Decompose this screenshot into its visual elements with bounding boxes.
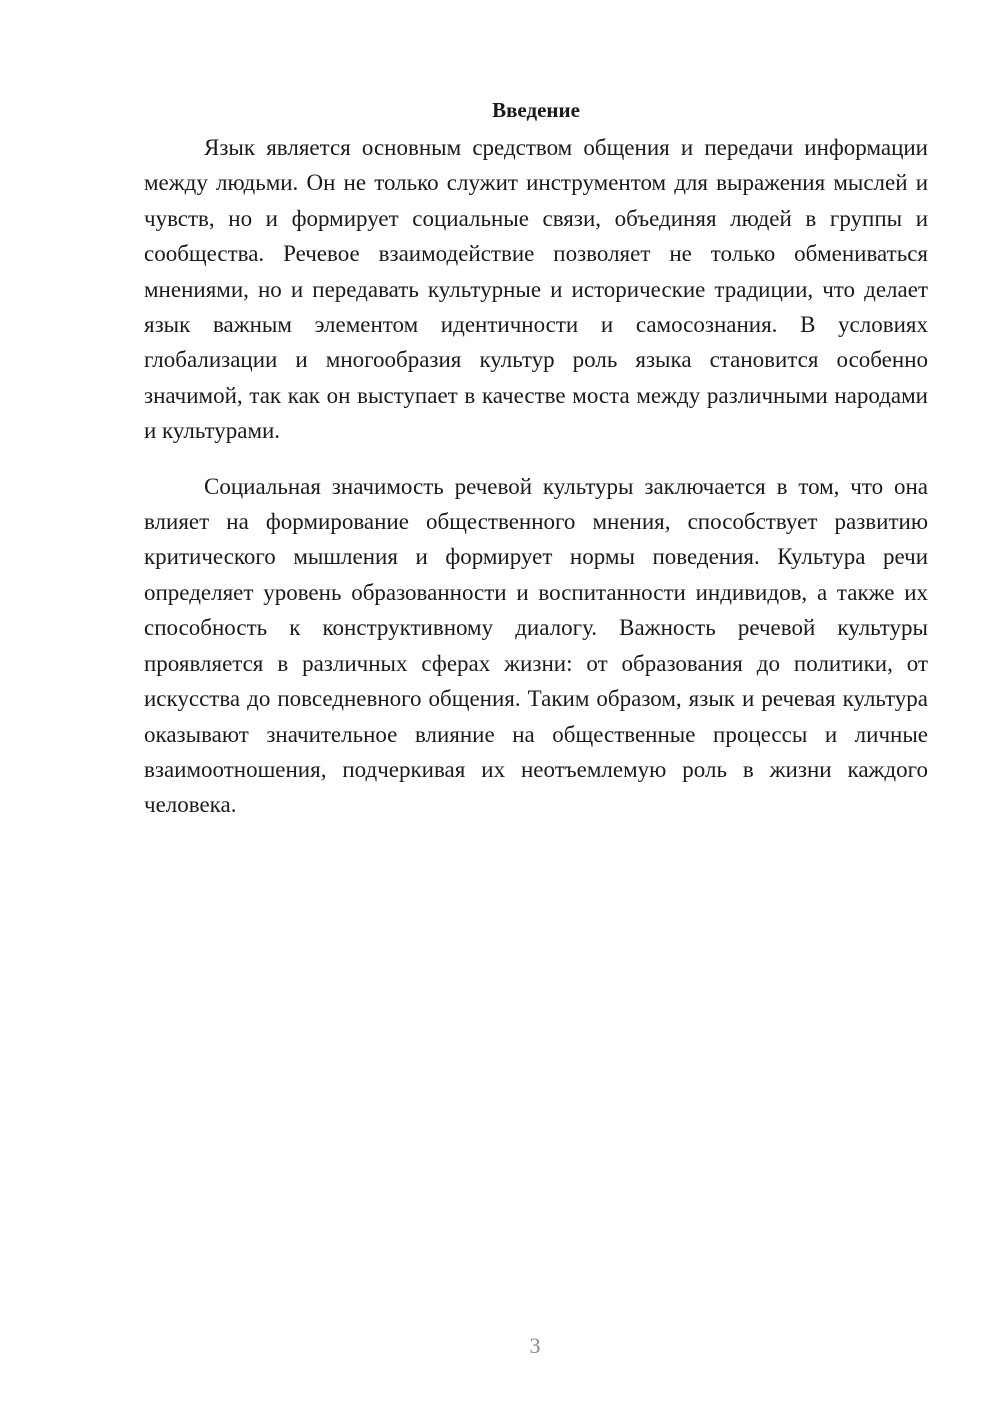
paragraph-2: Социальная значимость речевой культуры заключается в том, что она влияет на формирование общественного мнения, способствует развитию критического мышления и формирует нормы поведения. Культура речи определяет уровень образованности и воспитанности индивидов, а также их способность к конструктивному диалогу. Важность речевой культуры проявляется в различных сферах жизни: от образования до политики, от искусства до повседневного общения. Таким образом, язык и речевая культура оказывают значительное влияние на общественные процессы и личные взаимоотношения, подчеркивая их неотъемлемую роль в жизни каждого человека. — [144, 473, 928, 818]
document-body — [144, 92, 928, 823]
paragraph-1: Язык является основным средством общения и передачи информации между людьми. Он не только служит инструментом для выражения мыслей и чувств, но и формирует социальные связи, объединяя людей в группы и сообщества. Речевое взаимодействие позволяет не только обмениваться мнениями, но и передавать культурные и исторические традиции, что делает язык важным элементом идентичности и самосознания. В условиях глобализации и многообразия культур роль языка становится особенно значимой, так как он выступает в качестве моста между различными народами и культурами. — [144, 135, 928, 444]
page-number: 3 — [529, 1333, 541, 1358]
section-heading: Введение — [492, 98, 580, 122]
